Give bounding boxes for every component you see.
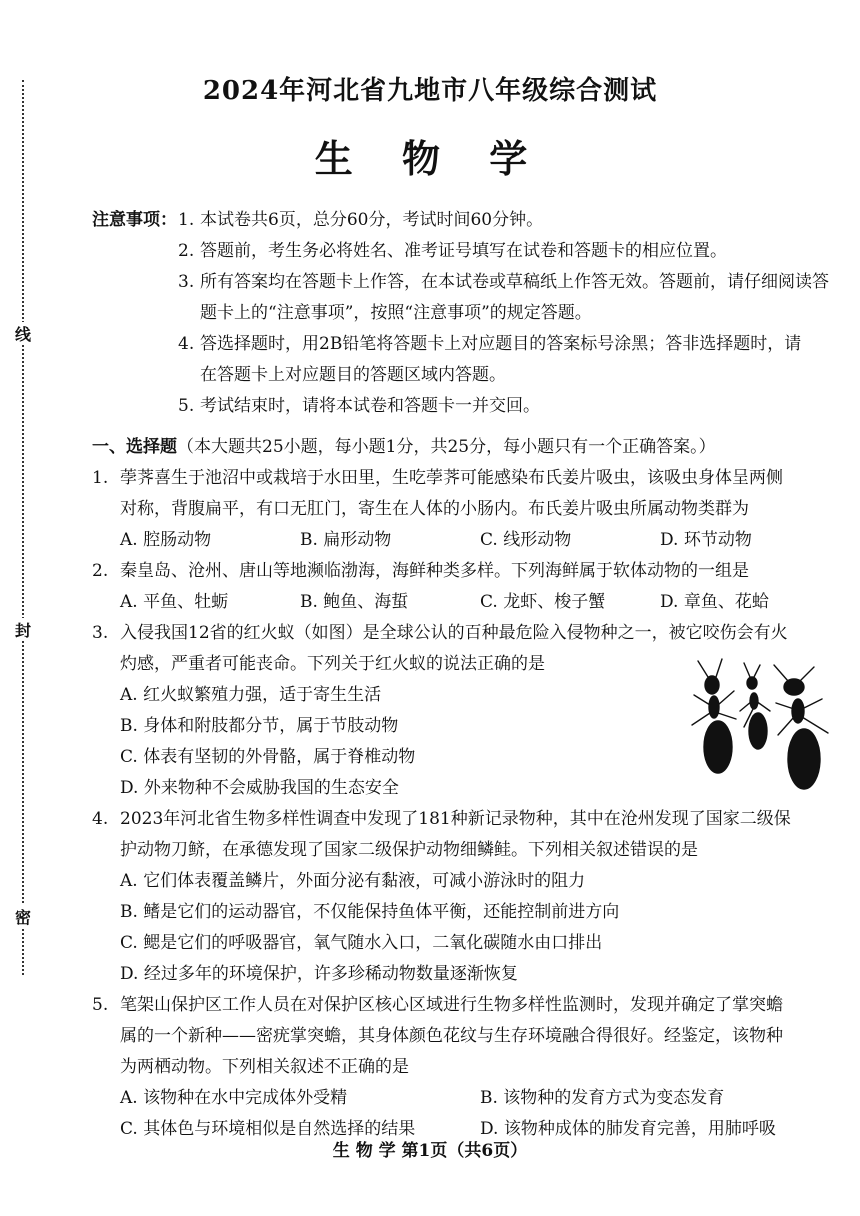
question-number: 1. — [92, 468, 109, 488]
option-d: D. 经过多年的环境保护，许多珍稀动物数量逐渐恢复 — [120, 964, 518, 984]
option-d: D. 外来物种不会威胁我国的生态安全 — [120, 778, 399, 798]
exam-title: 2024年河北省九地市八年级综合测试 — [202, 76, 658, 106]
fire-ant-figure — [690, 655, 840, 805]
question-stem-continued: 属的一个新种——密疣掌突蟾，其身体颜色花纹与生存环境融合得很好。经鉴定，该物种 — [120, 1026, 783, 1046]
notice-number: 5. — [178, 396, 195, 416]
option-d: D. 环节动物 — [660, 530, 752, 550]
option-a: A. 腔肠动物 — [120, 530, 212, 550]
option-a: A. 红火蚁繁殖力强，适于寄生生活 — [120, 685, 382, 705]
option-c: C. 其体色与环境相似是自然选择的结果 — [120, 1119, 416, 1139]
option-c: C. 线形动物 — [480, 530, 572, 550]
option-b: B. 该物种的发育方式为变态发育 — [480, 1088, 725, 1108]
binding-dotted-line — [22, 80, 24, 975]
question-stem: 荸荠喜生于池沼中或栽培于水田里，生吃荸荠可能感染布氏姜片吸虫，该吸虫身体呈两侧 — [120, 468, 783, 488]
option-d: D. 章鱼、花蛤 — [660, 592, 769, 612]
binding-label-line: 线 — [14, 322, 32, 345]
question-stem-continued: 灼感，严重者可能丧命。下列关于红火蚁的说法正确的是 — [120, 654, 545, 674]
option-a: A. 它们体表覆盖鳞片，外面分泌有黏液，可减小游泳时的阻力 — [120, 871, 586, 891]
binding-label-secret: 密 — [14, 905, 32, 928]
option-c: C. 体表有坚韧的外骨骼，属于脊椎动物 — [120, 747, 416, 767]
question-number: 2. — [92, 561, 109, 581]
question-stem: 笔架山保护区工作人员在对保护区核心区域进行生物多样性监测时，发现并确定了掌突蟾 — [120, 995, 783, 1015]
question-2-options — [92, 587, 842, 618]
notice-item — [92, 391, 842, 422]
subject-title: 生 物 学 — [314, 136, 546, 181]
section-description: （本大题共25小题，每小题1分，共25分，每小题只有一个正确答案。） — [177, 437, 716, 457]
question-stem: 2023年河北省生物多样性调查中发现了181种新记录物种，其中在沧州发现了国家二级保 — [120, 809, 791, 829]
notice-label: 注意事项： — [92, 210, 177, 230]
option-c: C. 龙虾、梭子蟹 — [480, 592, 606, 612]
notice-item — [92, 267, 842, 298]
option-a: A. 该物种在水中完成体外受精 — [120, 1088, 348, 1108]
notice-item — [92, 329, 842, 360]
option-b: B. 鳍是它们的运动器官，不仅能保持鱼体平衡，还能控制前进方向 — [120, 902, 620, 922]
notice-text-continued: 题卡上的“注意事项”，按照“注意事项”的规定答题。 — [200, 303, 592, 323]
question-1 — [92, 463, 842, 494]
question-number: 3. — [92, 623, 109, 643]
question-stem-continued: 对称，背腹扁平，有口无肛门，寄生在人体的小肠内。布氏姜片吸虫所属动物类群为 — [120, 499, 749, 519]
notice-item — [92, 236, 842, 267]
question-1-options — [92, 525, 842, 556]
option-b: B. 身体和附肢都分节，属于节肢动物 — [120, 716, 399, 736]
question-stem-continued: 为两栖动物。下列相关叙述不正确的是 — [120, 1057, 409, 1077]
section-heading — [92, 432, 842, 463]
notice-text-continued: 在答题卡上对应题目的答题区域内答题。 — [200, 365, 506, 385]
question-5-options-row1 — [92, 1083, 842, 1114]
binding-label-seal: 封 — [14, 618, 32, 641]
notice-number: 3. — [178, 272, 195, 292]
question-3 — [92, 618, 842, 649]
option-c: C. 鳃是它们的呼吸器官，氧气随水入口，二氧化碳随水由口排出 — [120, 933, 603, 953]
notice-text: 答选择题时，用2B铅笔将答题卡上对应题目的答案标号涂黑；答非选择题时，请 — [200, 334, 802, 354]
notice-text: 所有答案均在答题卡上作答，在本试卷或草稿纸上作答无效。答题前，请仔细阅读答 — [200, 272, 829, 292]
notice-number: 2. — [178, 241, 195, 261]
option-b: B. 扁形动物 — [300, 530, 392, 550]
notice-text: 本试卷共6页，总分60分，考试时间60分钟。 — [200, 210, 544, 230]
page-footer: 生 物 学 第1页（共6页） — [332, 1141, 528, 1161]
question-stem: 入侵我国12省的红火蚁（如图）是全球公认的百种最危险入侵物种之一，被它咬伤会有火 — [120, 623, 788, 643]
question-stem: 秦皇岛、沧州、唐山等地濒临渤海，海鲜种类多样。下列海鲜属于软体动物的一组是 — [120, 561, 749, 581]
question-number: 4. — [92, 809, 109, 829]
option-a: A. 平鱼、牡蛎 — [120, 592, 229, 612]
question-2 — [92, 556, 842, 587]
question-stem-continued: 护动物刀鲚，在承德发现了国家二级保护动物细鳞鲑。下列相关叙述错误的是 — [120, 840, 698, 860]
notice-number: 1. — [178, 210, 195, 230]
question-5 — [92, 990, 842, 1021]
question-number: 5. — [92, 995, 109, 1015]
option-d: D. 该物种成体的肺发育完善，用肺呼吸 — [480, 1119, 776, 1139]
notice-block — [92, 205, 842, 422]
notice-number: 4. — [178, 334, 195, 354]
notice-text: 考试结束时，请将本试卷和答题卡一并交回。 — [200, 396, 540, 416]
notice-item — [92, 205, 842, 236]
notice-text: 答题前，考生务必将姓名、准考证号填写在试卷和答题卡的相应位置。 — [200, 241, 727, 261]
option-b: B. 鲍鱼、海蜇 — [300, 592, 409, 612]
section-title: 一、选择题 — [92, 437, 177, 457]
question-4 — [92, 804, 842, 835]
